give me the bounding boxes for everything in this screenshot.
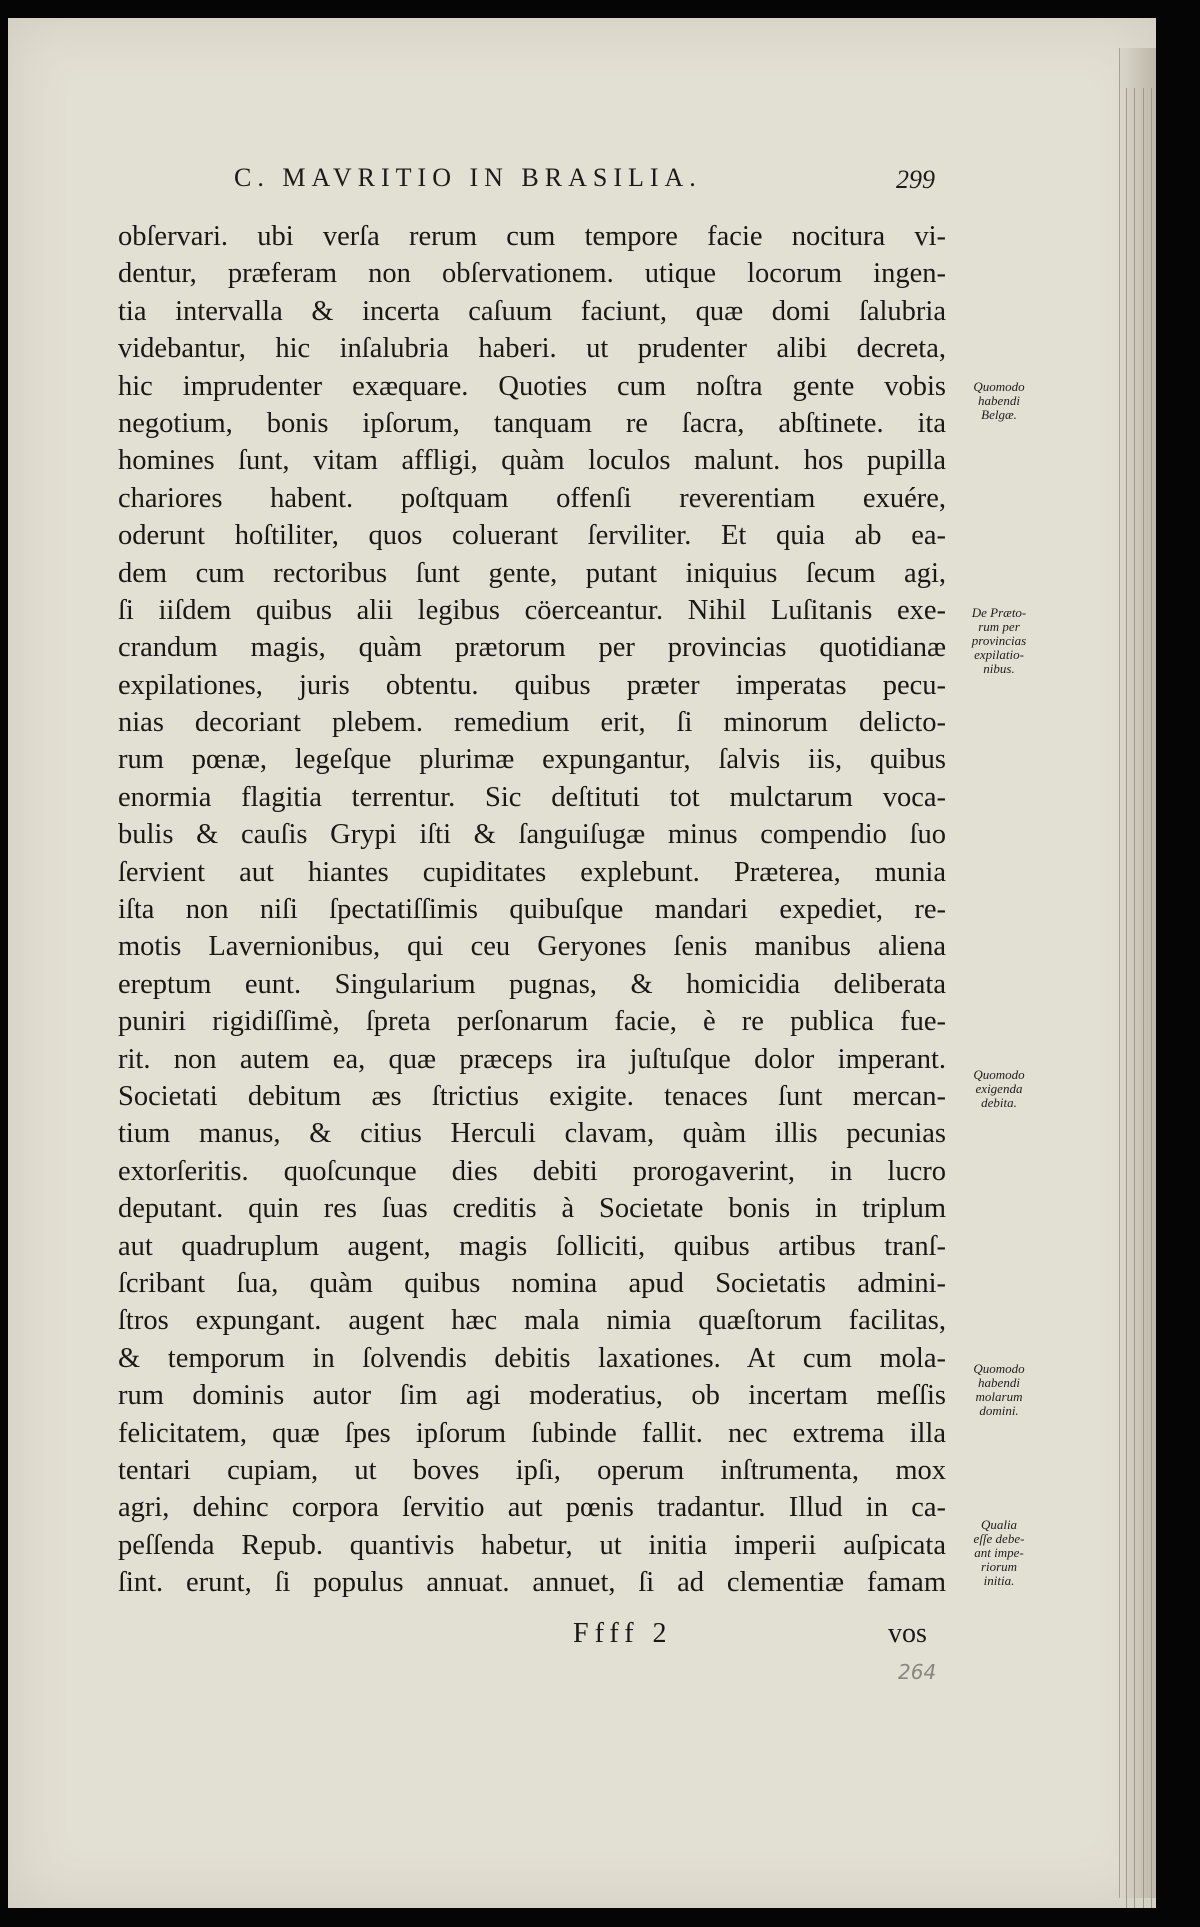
side-note-de-praetorum bbox=[944, 606, 1054, 676]
text-line: crandum magis, quàm prætorum per provincias quotidianæ bbox=[118, 632, 946, 664]
text-line: puniri rigidiſſimè, ſpreta perſonarum facie, è re publica fue- bbox=[118, 1006, 946, 1038]
text-line: negotium, bonis ipſorum, tanquam re ſacra, abſtinete. ita bbox=[118, 407, 946, 439]
page-number: 299 bbox=[896, 165, 935, 194]
text-line: expilationes, juris obtentu. quibus præter imperatas pecu- bbox=[118, 669, 946, 701]
side-note-line: habendi bbox=[978, 393, 1020, 408]
text-line: rit. non autem ea, quæ præceps ira juſtuſque dolor imperant. bbox=[118, 1043, 946, 1075]
side-note-line: exigenda bbox=[975, 1081, 1023, 1096]
text-line: rum pœnæ, legeſque plurimæ expungantur, ſalvis iis, quibus bbox=[118, 744, 946, 776]
text-line: motis Lavernionibus, qui ceu Geryones ſenis manibus aliena bbox=[118, 931, 946, 963]
text-line: agri, dehinc corpora ſervitio aut pœnis tradantur. Illud in ca- bbox=[118, 1492, 946, 1524]
text-line: videbantur, hic inſalubria haberi. ut prudenter alibi decreta, bbox=[118, 333, 946, 365]
text-line: tentari cupiam, ut boves ipſi, operum inſtrumenta, mox bbox=[118, 1454, 946, 1486]
text-line: tium manus, & citius Herculi clavam, quàm illis pecunias bbox=[118, 1118, 946, 1150]
side-note-line: initia. bbox=[983, 1573, 1015, 1588]
side-note-line: debita. bbox=[981, 1095, 1017, 1110]
text-line: felicitatem, quæ ſpes ipſorum ſubinde fallit. nec extrema illa bbox=[118, 1417, 946, 1449]
side-note-line: riorum bbox=[980, 1559, 1018, 1574]
side-note-line: Quomodo bbox=[973, 1067, 1025, 1082]
text-line: ſervient aut hiantes cupiditates explebunt. Præterea, munia bbox=[118, 856, 946, 888]
text-line: oderunt hoſtiliter, quos coluerant ſerviliter. Et quia ab ea- bbox=[118, 520, 946, 552]
side-note-line: eſſe debe- bbox=[973, 1531, 1025, 1546]
signature-mark: Ffff 2 bbox=[573, 1618, 673, 1649]
text-line: tia intervalla & incerta caſuum faciunt, quæ domi ſalubria bbox=[118, 295, 946, 327]
text-line: hic imprudenter exæquare. Quoties cum noſtra gente vobis bbox=[118, 370, 946, 402]
side-note-line: provincias bbox=[971, 633, 1027, 648]
side-note-line: Quomodo bbox=[973, 1361, 1025, 1376]
text-line: dem cum rectoribus ſunt gente, putant iniquius ſecum agi, bbox=[118, 557, 946, 589]
running-head bbox=[8, 163, 1156, 203]
side-note-line: Quomodo bbox=[973, 379, 1025, 394]
side-note-quomodo-molarum bbox=[944, 1362, 1054, 1418]
text-line: nias decoriant plebem. remedium erit, ſi minorum delicto- bbox=[118, 707, 946, 739]
side-note-line: rum per bbox=[978, 619, 1020, 634]
side-note-quomodo-habendi-belgae bbox=[944, 380, 1054, 422]
side-note-line: ant impe- bbox=[974, 1545, 1024, 1560]
text-line: ſint. erunt, ſi populus annuat. annuet, ſi ad clementiæ famam bbox=[118, 1567, 946, 1599]
text-line: aut quadruplum augent, magis ſolliciti, quibus artibus tranſ- bbox=[118, 1230, 946, 1262]
text-line: Societati debitum æs ſtrictius exigite. tenaces ſunt mercan- bbox=[118, 1080, 946, 1112]
text-line: rum dominis autor ſim agi moderatius, ob incertam meſſis bbox=[118, 1380, 946, 1412]
side-note-line: De Præto- bbox=[971, 605, 1027, 620]
text-line: & temporum in ſolvendis debitis laxationes. At cum mola- bbox=[118, 1342, 946, 1374]
page-footer bbox=[8, 1618, 1156, 1658]
text-line: bulis & cauſis Grypi iſti & ſanguiſugæ minus compendio ſuo bbox=[118, 819, 946, 851]
text-line: peſſenda Repub. quantivis habetur, ut initia imperii auſpicata bbox=[118, 1529, 946, 1561]
side-note-line: Qualia bbox=[980, 1517, 1018, 1532]
side-note-line: Belgæ. bbox=[981, 407, 1017, 422]
text-line: obſervari. ubi verſa rerum cum tempore facie nocitura vi- bbox=[118, 221, 946, 252]
side-note-line: domini. bbox=[979, 1403, 1019, 1418]
text-line: ereptum eunt. Singularium pugnas, & homicidia deliberata bbox=[118, 968, 946, 1000]
text-line: ſcribant ſua, quàm quibus nomina apud Societatis admini- bbox=[118, 1267, 946, 1299]
text-line: extorſeritis. quoſcunque dies debiti prorogaverint, in lucro bbox=[118, 1155, 946, 1187]
text-line: enormia flagitia terrentur. Sic deſtituti tot mulctarum voca- bbox=[118, 781, 946, 813]
text-line: dentur, præferam non obſervationem. utique locorum ingen- bbox=[118, 258, 946, 290]
handwritten-folio-number: 264 bbox=[898, 1660, 937, 1684]
side-note-line: nibus. bbox=[983, 661, 1015, 676]
text-line: iſta non niſi ſpectatiſſimis quibuſque mandari expediet, re- bbox=[118, 894, 946, 926]
side-note-line: expilatio- bbox=[974, 647, 1024, 662]
side-note-quomodo-exigenda bbox=[944, 1068, 1054, 1110]
side-note-line: habendi bbox=[978, 1375, 1020, 1390]
text-line: ſtros expungant. augent hæc mala nimia quæſtorum facilitas, bbox=[118, 1305, 946, 1337]
catchword: vos bbox=[888, 1618, 927, 1649]
text-line: chariores habent. poſtquam offenſi reverentiam exuére, bbox=[118, 482, 946, 514]
side-note-line: molarum bbox=[975, 1389, 1023, 1404]
side-note-qualia-initia bbox=[944, 1518, 1054, 1588]
body-text bbox=[118, 218, 946, 1601]
book-page bbox=[8, 18, 1156, 1908]
text-line: homines ſunt, vitam affligi, quàm loculos malunt. hos pupilla bbox=[118, 445, 946, 477]
text-line: deputant. quin res ſuas creditis à Societate bonis in triplum bbox=[118, 1193, 946, 1225]
text-line: ſi iiſdem quibus alii legibus cöerceantur. Nihil Luſitanis exe- bbox=[118, 594, 946, 626]
running-head-title: C. MAVRITIO IN BRASILIA. bbox=[234, 163, 702, 192]
